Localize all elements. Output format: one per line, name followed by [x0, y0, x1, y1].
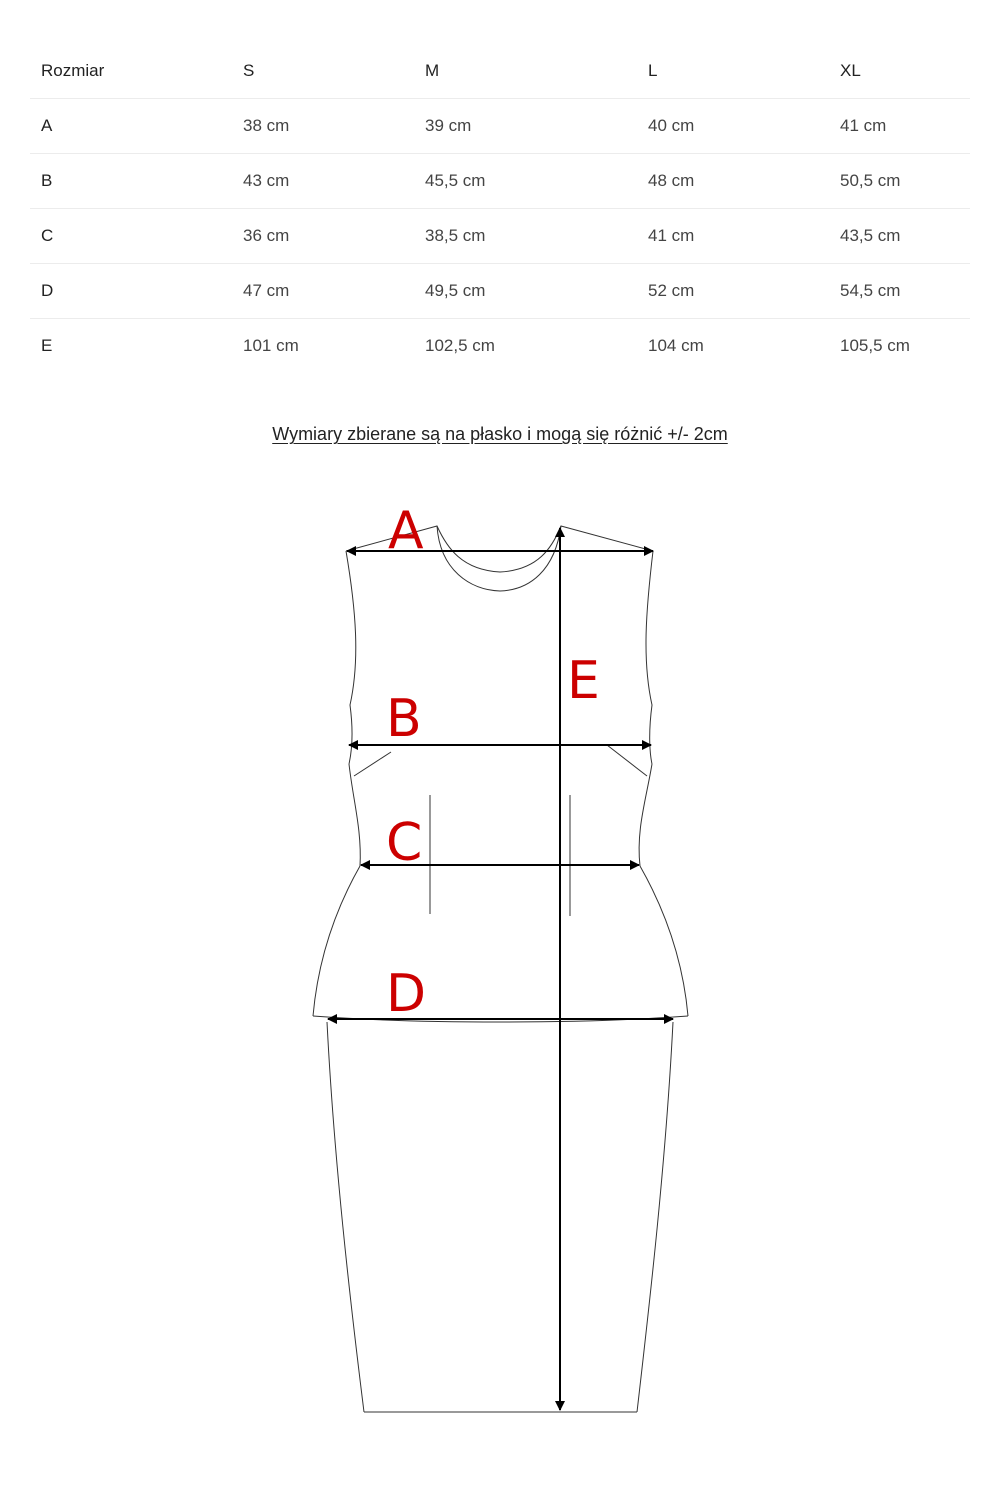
size-table [30, 44, 970, 373]
row-label: E [41, 336, 53, 355]
table-row [30, 264, 970, 319]
table-cell: 104 cm [648, 336, 704, 355]
table-cell: 36 cm [232, 209, 414, 264]
dress-diagram [0, 480, 1000, 1480]
table-cell: 49,5 cm [414, 264, 637, 319]
left-bodice-side [349, 764, 360, 866]
right-skirt-side [637, 1022, 673, 1412]
header-size: Rozmiar [30, 44, 232, 99]
label-a: A [388, 501, 424, 561]
measurement-note-text: Wymiary zbierane są na płasko i mogą się różnić +/- 2cm [272, 424, 728, 444]
left-peplum-edge [313, 866, 360, 1016]
table-row [30, 319, 970, 374]
front-neckline [437, 526, 561, 591]
table-cell: 101 cm [243, 336, 299, 355]
table-cell: 47 cm [232, 264, 414, 319]
table-row [30, 209, 970, 264]
table-cell: 105,5 cm [840, 336, 910, 355]
table-cell: 39 cm [414, 99, 637, 154]
label-b: B [386, 689, 422, 749]
left-skirt-side [327, 1022, 364, 1412]
header-s: S [232, 44, 414, 99]
label-c: C [386, 813, 423, 873]
left-armhole [346, 551, 356, 764]
table-cell: 38,5 cm [414, 209, 637, 264]
table-cell: 38 cm [232, 99, 414, 154]
row-label: A [30, 99, 232, 154]
header-xl: XL [829, 44, 970, 99]
table-cell: 52 cm [637, 264, 829, 319]
table-cell: 45,5 cm [414, 154, 637, 209]
header-l: L [637, 44, 829, 99]
row-label: D [30, 264, 232, 319]
measurement-note [0, 424, 1000, 445]
table-cell: 41 cm [637, 209, 829, 264]
table-row [30, 154, 970, 209]
header-m: M [414, 44, 637, 99]
table-cell: 43,5 cm [829, 209, 970, 264]
table-cell: 41 cm [829, 99, 970, 154]
table-header-row [30, 44, 970, 99]
table-cell: 40 cm [637, 99, 829, 154]
right-bust-dart [607, 745, 647, 776]
label-e: E [567, 651, 600, 711]
right-armhole [646, 551, 653, 764]
table-cell: 102,5 cm [425, 336, 495, 355]
right-bodice-side [639, 764, 652, 866]
table-cell: 50,5 cm [829, 154, 970, 209]
dress-outline [313, 526, 688, 1412]
left-bust-dart [354, 752, 391, 776]
row-label: B [30, 154, 232, 209]
label-d: D [386, 964, 427, 1024]
table-cell: 43 cm [232, 154, 414, 209]
table-cell: 54,5 cm [829, 264, 970, 319]
row-label: C [30, 209, 232, 264]
table-cell: 48 cm [637, 154, 829, 209]
right-peplum-edge [640, 866, 688, 1016]
table-row [30, 99, 970, 154]
